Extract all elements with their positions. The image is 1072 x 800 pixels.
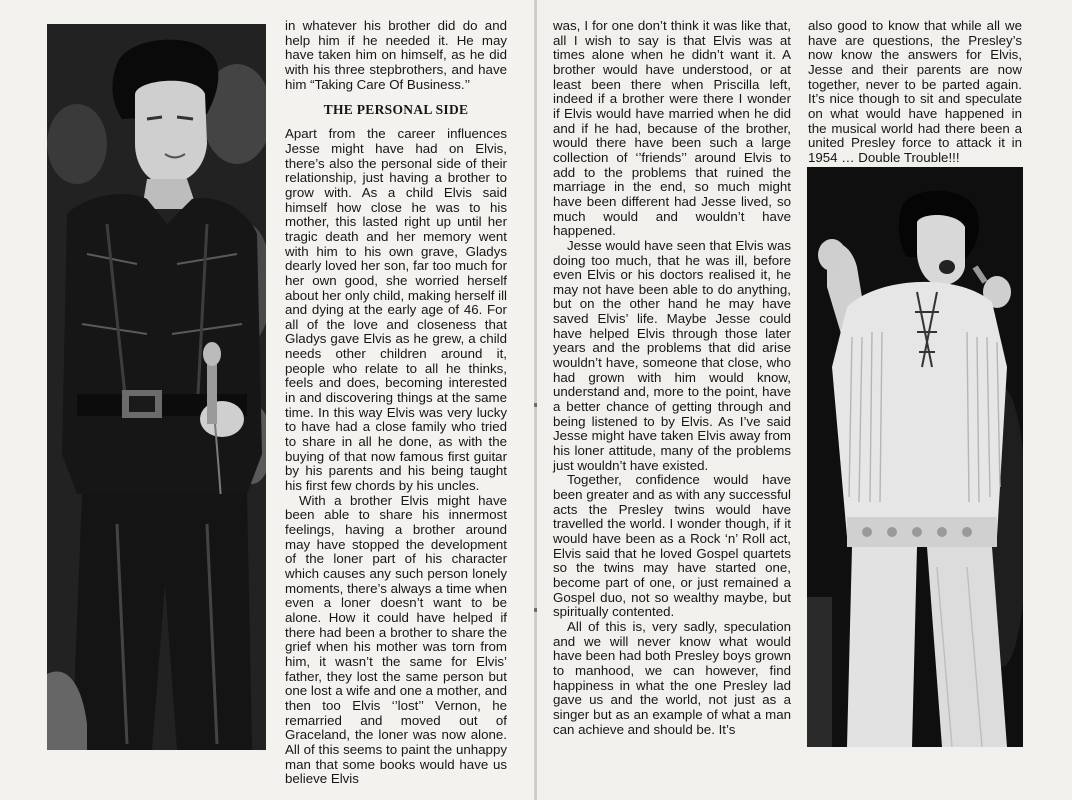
paragraph: With a brother Elvis might have been able to share his innermost feelings, having a brother around may have stopped the development of the loner part of his character which causes any such person lonely moments, there’s always a time when even a loner doesn’t want to be alone. How it could have helped if there had been a brother to share the grief when his mother was torn from him, it wasn’t the same for Elvis’ father, they lost the same person but one lost a wife and one a mother, and then too Elvis ‘’lost’’ Vernon, he remarried and moved out of Graceland, the loner was now alone. All of this seems to paint the unhappy man that some books would have us believe Elvis — [285, 492, 507, 787]
elvis-white-fringe-jumpsuit-photo — [807, 167, 1023, 747]
paragraph: was, I for one don’t think it was like that, all I wish to say is that Elvis was at times alone when he didn’t want it. A brother would have understood, or at least been there when Priscilla left, indeed if a brother were there I wonder if Elvis would have married when he did and if he had, because of the brother, would there have been such a large collection of ‘’friends’’ around Elvis to add to the problems that ruined the marriage in the end, so much might have been different had Jesse lived, so much would and wouldn’t have happened. — [553, 18, 791, 239]
photo-illustration — [807, 167, 1023, 747]
section-heading: THE PERSONAL SIDE — [323, 102, 469, 118]
article-column-3 — [808, 19, 1022, 166]
paragraph: also good to know that while all we have are questions, the Presley’s now know the answers for Elvis, Jesse and their parents are now together, never to be parted again. It’s nice though to sit and speculate on what would have happened in the musical world had there been a united Presley force to attack it in 1954 … Double Trouble!!! — [808, 18, 1022, 165]
elvis-leather-suit-photo — [47, 24, 266, 750]
paragraph: All of this is, very sadly, speculation and we will never know what would have been had both Presley boys grown to manhood, we can however, find happiness in what the one Presley lad gave us and the world, not just as a singer but as an example of what a man can achieve and should be. It’s — [553, 618, 791, 737]
paragraph: in whatever his brother did do and help him if he needed it. He may have taken him on himself, as he did with his three stepbrothers, and have him “Taking Care Of Business.’’ — [285, 18, 507, 92]
paragraph: Apart from the career influences Jesse might have had on Elvis, there’s also the personal side of their relationship, just having a brother to grow with. As a child Elvis said himself how close he was to his mother, this lasted right up until her tragic death and her memory went with him to his own grave, Gladys dearly loved her son, far too much for her own good, she worried herself about her only child, making herself ill and dying at the early age of 46. For all of the love and closeness that Gladys gave Elvis as he grew, a child needs other children around it, people who relate to all he thinks, feels and does, becoming interested in and discovering things at the same time. In this way Elvis was very lucky to have had a close family who tried to share in all he done, as with the buying of that now famous first guitar by his parents and his being taught his first few chords by his uncles. — [285, 126, 507, 494]
paragraph: Jesse would have seen that Elvis was doing too much, that he was ill, before even Elvis or his doctors realised it, he may not have been able to do anything, but on the other hand he may have saved Elvis’ life. Maybe Jesse could have helped Elvis through those later years and the problems that did arise wouldn’t have, someone that close, who had grown with him would know, understand and, more to the point, have a better chance of getting through and being listened to by Elvis. As I’ve said Jesse might have taken Elvis away from his loner attitude, many of the problems just wouldn’t have existed. — [553, 237, 791, 473]
right-page — [537, 0, 1072, 800]
paragraph: Together, confidence would have been greater and as with any successful acts the Presley twins would have travelled the world. I wonder though, if it would have been as a Rock ‘n’ Roll act, Elvis said that he loved Gospel quartets so the twins may have started one, become part of one, or just remained a Gospel duo, not so wealthy maybe, but spiritually contented. — [553, 472, 791, 620]
article-column-1 — [285, 19, 507, 787]
photo-illustration — [47, 24, 266, 750]
article-column-2 — [553, 19, 791, 737]
